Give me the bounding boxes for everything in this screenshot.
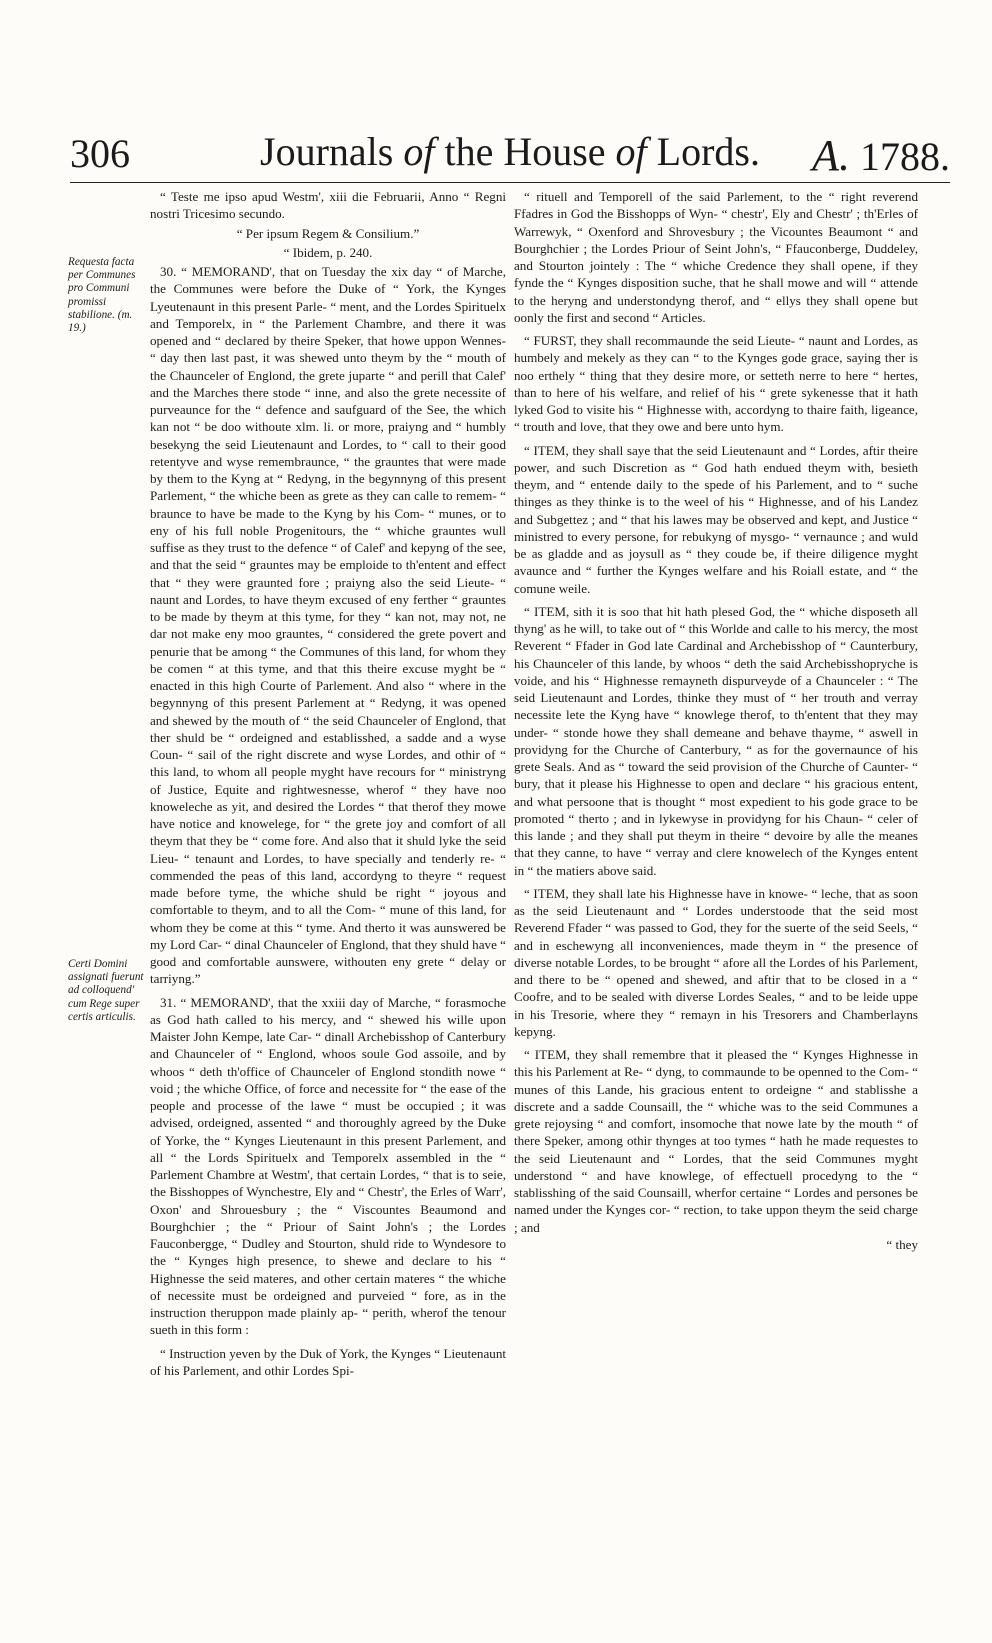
title-word-lords: Lords. [656, 129, 760, 174]
title-word-journals: Journals [260, 129, 394, 174]
catchword: “ they [886, 1236, 918, 1252]
paragraph-memorand-30: 30. “ MEMORAND', that on Tuesday the xix day “ of Marche, the Communes were before the Duke of “ York, the Kynges Lyeutenaunt in this present Parle- “ ment, and the Lordes Spirituelx and Temporelx, in “ the Parlement Chambre, and there it was opened and “ declared by theire Speker, that howe uppon Wennes- “ day then last past, it was shewed unto theym by the “ mouth of the Chaunceler of Englond, the grete juparte “ and perill that Calef' and the Marches there stode “ inne, and also the grete necessite of purveaunce for the “ defence and saufguard of the See, the which kan not “ be doo withoute xlm. li. or more, praiyng and “ humbly besekyng the seid Lieutenaunt and Lordes, to “ call to their good retentyve and wyse remembraunce, “ the grauntes that were made by them to the Kyng at “ Redyng, in the begynnyng of this present Parlement, “ the whiche been as grete as they can calle to remem- “ braunce to have be made to the Kyng by his Com- “ munes, or to eny of his full noble Progenitours, the “ whiche grauntes wull suffise as they trust to the defence “ of Calef' and kepyng of the see, and that the seid “ grauntes may be emploide to th'entent and effect that “ they were graunted fore ; praiyng also the seid Lieute- “ naunt and Lordes, to have theym excused of eny ferther “ grauntes to be made by theym at this tyme, for they “ kan not, may not, ne dar not make eny moo grauntes, “ considered the grete povert and penurie that be among “ the Communes of this land, for whom they be comen “ at this tyme, and that this theire excuse myght be “ enacted in this high Courte of Parlement. And also “ where in the begynnyng of this present Parlement at “ Redyng, it was opened and shewed by the mouth of “ the seid Chaunceler of Englond, that ther shuld be “ ordeigned and establisshed, a sadde and a wyse Coun- “ sail of the right discrete and wyse Lordes, and othir of “ this land, to whom all people myght have recours for “ ministryng of Justice, Equite and rightwesnesse, wherof “ they have noo knoweleche as yit, and desired the Lordes “ that therof they mowe have notice and knowelege, for “ the grete joy and comfort of all theym that they be “ come fore. And also that it shuld lyke the seid Lieu- “ tenaunt and Lordes, to have specially and tenderly re- “ commended the peas of this land, accordyng to theyre “ request made before tyme, the whiche shuld be right “ joyous and comfortable to theym, and to all the Com- “ mune of this land, for whom they be come at this “ tyme. And therto it was aunswered be my Lord Car- “ dinal Chaunceler of Englond, that they shuld have “ good and comfortable aunswere, withouten eny grete “ delay or tarriyng.” [150, 264, 506, 987]
paragraph-memorand-31: 31. “ MEMORAND', that the xxiii day of Marche, “ forasmoche as God hath called to his mercy, and “ shewed his wille upon Maister John Kempe, late Car- “ dinall Archebisshop of Canterbury and Chaunceler of “ Englond, whoos soule God assoile, and by whoos “ deth th'office of Chaunceler of Englond stondith nowe “ void ; the whiche Office, of force and necessite for “ the ease of the people and processe of the lawe “ must be occupied ; it was advised, ordeigned, assented “ and thoroughly agreed by the Duke of Yorke, the “ Kynges Lieutenaunt in this present Parlement, and all “ the Lords Spirituelx and Temporelx assembled in the “ Parlement Chambre at Westm', that certain Lordes, “ that is to seie, the Bisshoppes of Wynchestre, Ely and “ Chestr', the Erles of Warr', Oxon' and Shrouesbury ; the “ Viscountes Beaumond and Bourghchier ; the “ Priour of Saint John's ; the Lordes Fauconbergge, “ Dudley and Stourton, shuld ride to Wyndesore to the “ Kynges high presence, to shewe and declare to his “ Highnesse the seid materes, and other certain materes “ the whiche of necessite must be ordeigned and purveied “ fore, as in the instruction theruppon made plainly ap- “ perith, wherof the tenour sueth in this form : [150, 994, 506, 1338]
paragraph-ibidem: “ Ibidem, p. 240. [283, 244, 373, 260]
year-value: 1788. [860, 134, 950, 179]
page-number: 306 [70, 131, 130, 176]
paragraph-item-2: “ ITEM, sith it is soo that hit hath plesed God, the “ whiche disposeth all thyng' as he will, to take out of “ this Worlde and calle to his mercy, the most Reverent “ Ffader in God late Cardinal and Archebisshop of “ Caunterbury, his Chaunceler of this lande, by whoos “ deth the said Archebisshopryche is voide, and his “ Highnesse remayneth dispurveyde of a Chaunceler : “ The seid Lieutenaunt and Lordes, thinke they must of “ her trouth and verray necessite lete the Kyng have “ knowlege therof, to th'entent that they may under- “ stonde howe they shall demeane and behave thayme, “ aswell in providyng for the Churche of Canterbury, “ as for the governaunce of his grete Seals. And as “ toward the seid provision of the Churche of Caunter- “ bury, that it please his Highnesse to open and declare “ his gracious entent, and what persoone that is thought “ most expedient to his gode grace to be promoted “ therto ; and in lykewyse in providyng for his Chaun- “ celer of this lande ; and they shall put theym in theire “ devoire by alle the meanes that they canne, to have “ verray and clere knowelech of the Kynges entent in “ the matiers above said. [514, 603, 918, 878]
title-word-the-house: the House [444, 129, 606, 174]
paragraph-furst: “ FURST, they shall recommaunde the seid Lieute- “ naunt and Lordes, as humbely and mekely as they can “ to the Kynges gode grace, saying ther is noo erthely “ thing that they desire more, or setteth nerre to here “ hertes, than to here of his welfare, and relief of his “ grete sykenesse that it hath lyked God to visite his “ Highnesse with, accordyng to thaire faith, ligeance, “ trouth and love, that they owe and bere unto hym. [514, 333, 918, 435]
margin-note-certi-domini: Certi Domini assignati fuerunt ad colloquend' cum Rege super certis articulis. [68, 958, 144, 1023]
paragraph-item-4: “ ITEM, they shall remembre that it pleased the “ Kynges Highnesse in this his Parlement at Re- “ dyng, to commaunde to be openned to the Com- “ munes of this Lande, his gracious entent to ordeigne “ and stablisshe a discrete and a sadde Counsaill, the “ whiche was to the seid Communes a grete rejoysing “ and comfort, insomoche that nowe late by the mouth “ of there Speker, among othir thynges at too tymes “ hath he made requestes to the seid Lieutenaunt and “ Lordes, that the seid Communes myght understond “ and have knowlege, of effectuell procedyng to the “ stablisshing of the said Counsaill, wherfor certaine “ Lordes and persones be named under the Kynges cor- “ rection, to take uppon theym the seid charge ; and [514, 1047, 918, 1235]
paragraph-per-ipsum: “ Per ipsum Regem & Consilium.” [236, 225, 420, 241]
left-column [150, 188, 506, 1379]
title-word-of-2: of [615, 129, 647, 174]
paragraph-item-1: “ ITEM, they shall saye that the seid Lieutenaunt and “ Lordes, aftir theire power, and such Discretion as “ God hath endued theym with, besieth theym, and “ entende daily to the spede of his Parlement, and to “ suche thinges as they thinke is to the weel of his “ Highnesse, and of his Landez and Subgettez ; and “ that his lawes may be observed and kept, and Justice “ ministred to every persone, for rebukyng of mysgo- “ vernaunce ; and wuld be as gladde and as joysull as “ they coude be, if theire diligence myght avaunce and “ further the Kynges welfare and his Roiall estate, and “ the comune weile. [514, 442, 918, 596]
paragraph-rituell: “ rituell and Temporell of the said Parlement, to the “ right reverend Ffadres in God the Bisshopps of Wyn- “ chestr', Ely and Chestr' ; th'Erles of Warrewyk, “ Oxenford and Shrovesbury ; the Vicountes Beaumont “ and Bourghchier ; the Lordes Priour of Seint John's, “ Ffauconberge, Duddeley, and Stourton jointely : The “ whiche Credence they shall opene, if they fynde the “ Kynges disposition suche, that he shall mowe and will “ attende to the heryng and understondyng therof, and “ ellys they shall opene but oonly the first and second “ Articles. [514, 189, 918, 325]
year-prefix: A. [812, 131, 850, 180]
margin-note-requesta: Requesta facta per Communes pro Communi promissi stabilione. (m. 19.) [68, 256, 136, 335]
running-header [70, 128, 950, 184]
page-year [812, 130, 950, 181]
paragraph-item-3: “ ITEM, they shall late his Highnesse have in knowe- “ leche, that as soon as the seid Lieutenaunt and “ Lordes understoode that the seid most Reverend Ffader “ was passed to God, they for the suerte of the seid Seels, “ and in eschewyng all inconveniences, made theym in “ the presence of diverse notable Lordes, to be brought “ afore all the Lordes of his Parlement, and there to be “ opened and shewed, and aftir that to be closed in a “ Coofre, and to be sealed with diverse Lordes Seales, “ and to be leide uppe in his Tresorie, where they “ remayn in his Tresorers and Chamberlayns kepyng. [514, 885, 918, 1039]
paragraph-teste: “ Teste me ipso apud Westm', xiii die Februarii, Anno “ Regni nostri Tricesimo secundo. [150, 189, 506, 222]
header-rule [70, 182, 950, 183]
paragraph-instruction: “ Instruction yeven by the Duk of York, the Kynges “ Lieutenaunt of his Parlement, and othir Lordes Spi- [150, 1345, 506, 1378]
right-column [514, 188, 918, 1253]
title-word-of-1: of [403, 129, 435, 174]
